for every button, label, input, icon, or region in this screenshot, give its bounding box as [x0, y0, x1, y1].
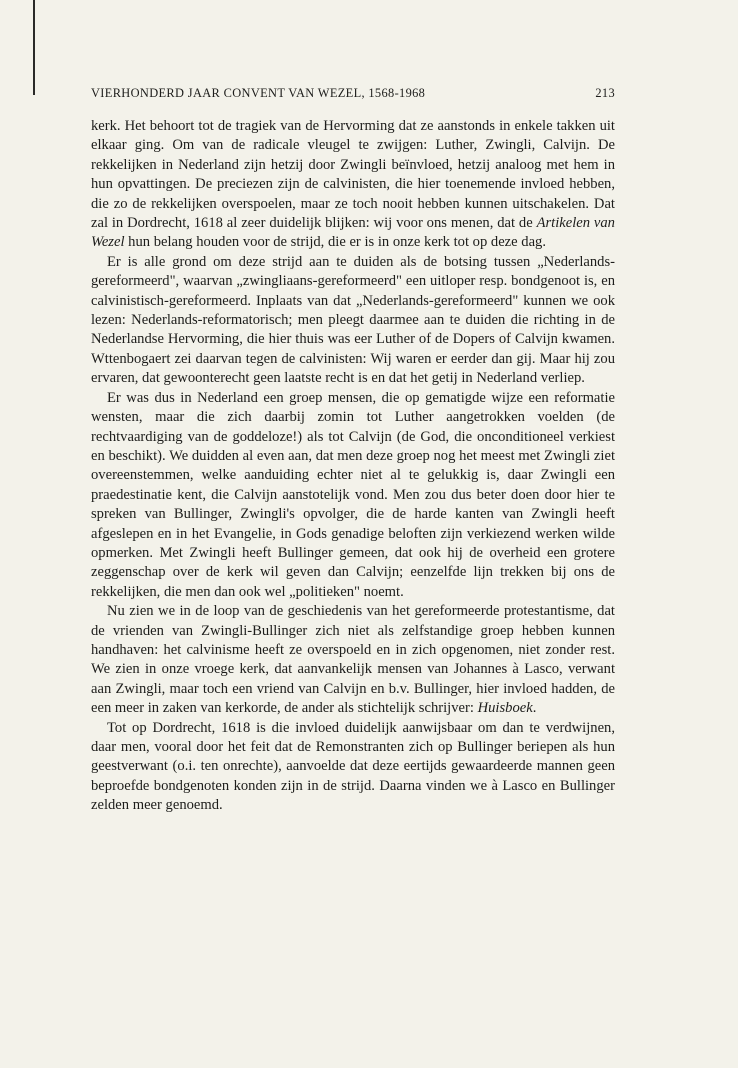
paragraph-3 — [91, 389, 615, 602]
scan-margin-line — [33, 0, 35, 95]
paragraph-5 — [91, 719, 615, 816]
paragraph-4 — [91, 602, 615, 718]
text-run: Er is alle grond om deze strijd aan te duiden als de botsing tussen „Nederlands-gereformeerd", waarvan „zwingliaans-gereformeerd" een uitloper resp. bondgenoot is, en calvinistisch-gereformeerd. Inplaats van dat „Nederlands-gereformeerd" kunnen we ook lezen: Nederlands-reformatorisch; men pleegt daarmee aan te duiden die richting in de Nederlandse Hervorming, die hier thuis was eer Luther of de Dopers of Calvijn kwamen. Wttenbogaert zei daarvan tegen de calvinisten: Wij waren er eerder dan gij. Maar hij zou ervaren, dat gewoonterecht geen laatste recht is en dat het getij in Nederland verliep. — [91, 253, 615, 387]
text-run: Er was dus in Nederland een groep mensen, die op gematigde wijze een reformatie wensten, maar die zich daarbij zomin tot Luther aangetrokken voelden (de rechtvaardiging van de goddeloze!) als tot Calvijn (de God, die onconditioneel verkiest en beschikt). We duidden al even aan, dat men deze groep nog het meest met Zwingli ziet overeenstemmen, welke aanduiding echter niet al te gelukkig is, daar Zwingli een praedestinatie kent, die Calvijn aanstotelijk vond. Men zou dus beter doen door hier te spreken van Bullinger, Zwingli's opvolger, die de harde kanten van Zwingli heeft afgeslepen en in het Evangelie, in Gods genadige beloften zijn verkiezend werken wilde opmerken. Met Zwingli heeft Bullinger gemeen, dat ook hij de overheid een grotere zeggenschap over de kerk wil geven dan Calvijn; eenzelfde lijn trekken bij ons de rekkelijken, die men dan ook wel „politieken" noemt. — [91, 389, 615, 600]
body-text — [91, 117, 615, 816]
paragraph-2 — [91, 253, 615, 389]
running-title: VIERHONDERD JAAR CONVENT VAN WEZEL, 1568-1968 — [91, 86, 426, 100]
paragraph-1 — [91, 117, 615, 253]
text-run: kerk. Het behoort tot de tragiek van de Hervorming dat ze aanstonds in enkele takken uit elkaar ging. Om van de radicale vleugel te zwijgen: Luther, Zwingli, Calvijn. De rekkelijken in Nederland zijn hetzij door Zwingli beïnvloed, hetzij analoog met hem in hun opvattingen. De preciezen zijn de calvinisten, die hier toenemende invloed hebben, die zo de rekkelijken overspoelen, maar ze toch nooit hebben kunnen uitschakelen. Dat zal in Dordrecht, 1618 al zeer duidelijk blijken: wij voor ons menen, dat de — [91, 118, 615, 232]
italic-title-artikelen: Artikelen van Wezel — [91, 215, 615, 251]
text-run: hun belang houden voor de strijd, die er is in onze kerk tot op deze dag. — [124, 234, 546, 251]
text-run: Nu zien we in de loop van de geschiedenis van het gereformeerde protestantisme, dat de vrienden van Zwingli-Bullinger zich niet als zelfstandige groep hebben kunnen handhaven: het calvinisme heeft ze overspoeld en in zich opgenomen, niet zonder rest. We zien in onze vroege kerk, dat aanvankelijk mensen van Johannes à Lasco, verwant aan Zwingli, maar toch een vriend van Calvijn en b.v. Bullinger, hier invloed hadden, de een meer in zaken van kerkorde, de ander als stichtelijk schrijver: — [91, 603, 615, 717]
page-number: 213 — [595, 86, 615, 100]
text-run: Tot op Dordrecht, 1618 is die invloed duidelijk aanwijsbaar om dan te verdwijnen, daar men, vooral door het feit dat de Remonstranten zich op Bullinger beriepen als hun geestverwant (o.i. ten onrechte), aanvoelde dat deze eertijds gewaardeerde mannen geen beproefde bondgenoten konden zijn in de strijd. Daarna vinden we à Lasco en Bullinger zelden meer genoemd. — [91, 719, 615, 814]
text-run: . — [532, 700, 537, 717]
italic-title-huisboek: Huisboek — [477, 700, 533, 717]
